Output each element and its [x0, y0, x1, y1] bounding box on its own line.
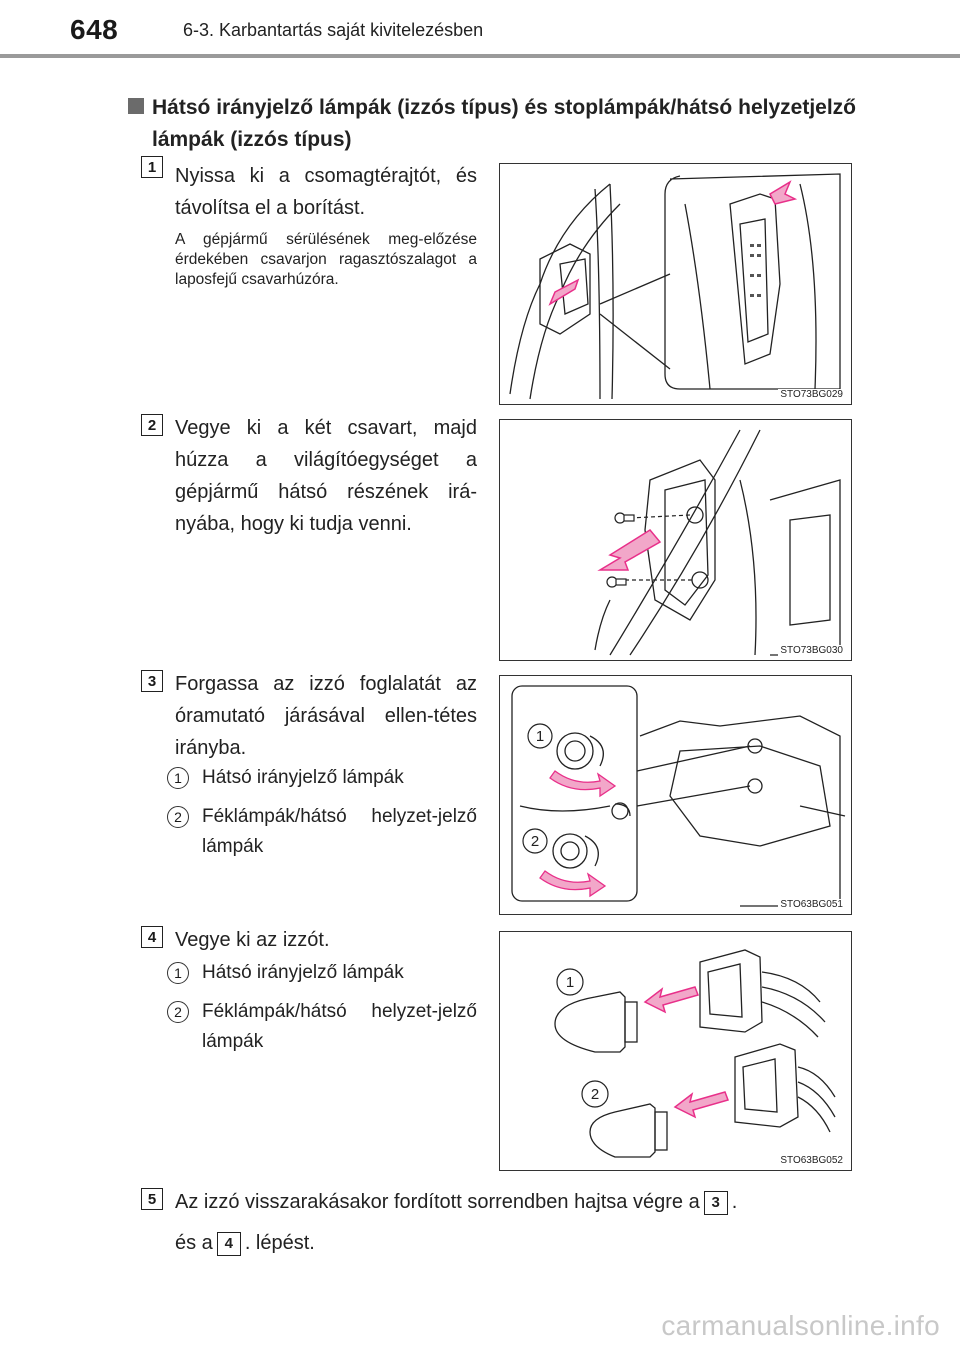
section-heading — [128, 92, 856, 156]
section-title: 6-3. Karbantartás saját kivitelezésben — [183, 20, 484, 40]
header-rule — [0, 54, 960, 58]
bulb-removal-illustration — [500, 932, 850, 1169]
step-5-line-2 — [175, 1227, 865, 1259]
pull-arrow-icon — [645, 987, 698, 1012]
step-5-line-1 — [175, 1186, 865, 1218]
figure-step-3 — [499, 675, 852, 915]
lamp-unit-removal-illustration — [500, 420, 850, 659]
step-4-item-1: Hátsó irányjelző lámpák — [202, 962, 404, 983]
figure-marker-2: 2 — [530, 833, 540, 850]
pull-arrow-icon — [675, 1092, 728, 1117]
figure-step-2 — [499, 419, 852, 661]
item-marker-1: 1 — [167, 962, 189, 984]
step-3-text: Forgassa az izzó foglalatát az óramutató járásával ellen-tétes irányba. — [175, 673, 477, 759]
step-4-text: Vegye ki az izzót. — [175, 929, 330, 951]
step-ref-4: 4 — [217, 1232, 241, 1256]
step-5-text-part4: . lépést. — [244, 1232, 315, 1254]
step-number-4: 4 — [141, 926, 163, 948]
step-5-text-part1: Az izzó visszarakásakor fordított sorrendben hajtsa végre a — [175, 1191, 700, 1213]
figure-step-4 — [499, 931, 852, 1171]
figure-step-1 — [499, 163, 852, 405]
rotate-arrow-icon — [540, 871, 605, 896]
step-3-item-2: Féklámpák/hátsó helyzet-jelző lámpák — [202, 806, 477, 857]
step-number-1: 1 — [141, 156, 163, 178]
item-marker-1: 1 — [167, 767, 189, 789]
step-number-2: 2 — [141, 414, 163, 436]
step-3-item-1: Hátsó irányjelző lámpák — [202, 767, 404, 788]
pull-arrow-icon — [600, 530, 660, 570]
figure-code: STO63BG051 — [780, 899, 843, 910]
bulb-socket-rotation-illustration — [500, 676, 850, 913]
figure-marker-1: 1 — [565, 974, 575, 991]
step-4-item-2: Féklámpák/hátsó helyzet-jelző lámpák — [202, 1001, 477, 1052]
step-5-text-part3: és a — [175, 1232, 213, 1254]
step-5-text-part2: . — [731, 1191, 738, 1213]
step-number-5: 5 — [141, 1188, 163, 1210]
watermark: carmanualsonline.info — [661, 1310, 940, 1341]
step-1-text: Nyissa ki a csomagtérajtót, és távolítsa el a borítást. — [175, 165, 477, 219]
step-ref-3: 3 — [704, 1191, 728, 1215]
figure-code: STO73BG030 — [780, 645, 843, 656]
page-number: 648 — [70, 14, 119, 45]
step-number-3: 3 — [141, 670, 163, 692]
heading-text: Hátsó irányjelző lámpák (izzós típus) és stoplámpák/hátsó helyzetjelző lámpák (izzós típus) — [152, 96, 856, 151]
figure-marker-2: 2 — [590, 1086, 600, 1103]
item-marker-2: 2 — [167, 1001, 189, 1023]
rotate-arrow-icon — [550, 771, 615, 796]
step-1-note: A gépjármű sérülésének meg-előzése érdekében csavarjon ragasztószalagot a laposfejű csavarhúzóra. — [175, 231, 477, 288]
step-2-text: Vegye ki a két csavart, majd húzza a világítóegységet a gépjármű hátsó részének irá-nyába, hogy ki tudja venni. — [175, 417, 477, 535]
tail-lamp-cover-illustration — [500, 164, 850, 403]
heading-bullet-icon — [128, 98, 144, 114]
figure-code: STO63BG052 — [780, 1155, 843, 1166]
item-marker-2: 2 — [167, 806, 189, 828]
figure-marker-1: 1 — [535, 728, 545, 745]
figure-code: STO73BG029 — [780, 389, 843, 400]
